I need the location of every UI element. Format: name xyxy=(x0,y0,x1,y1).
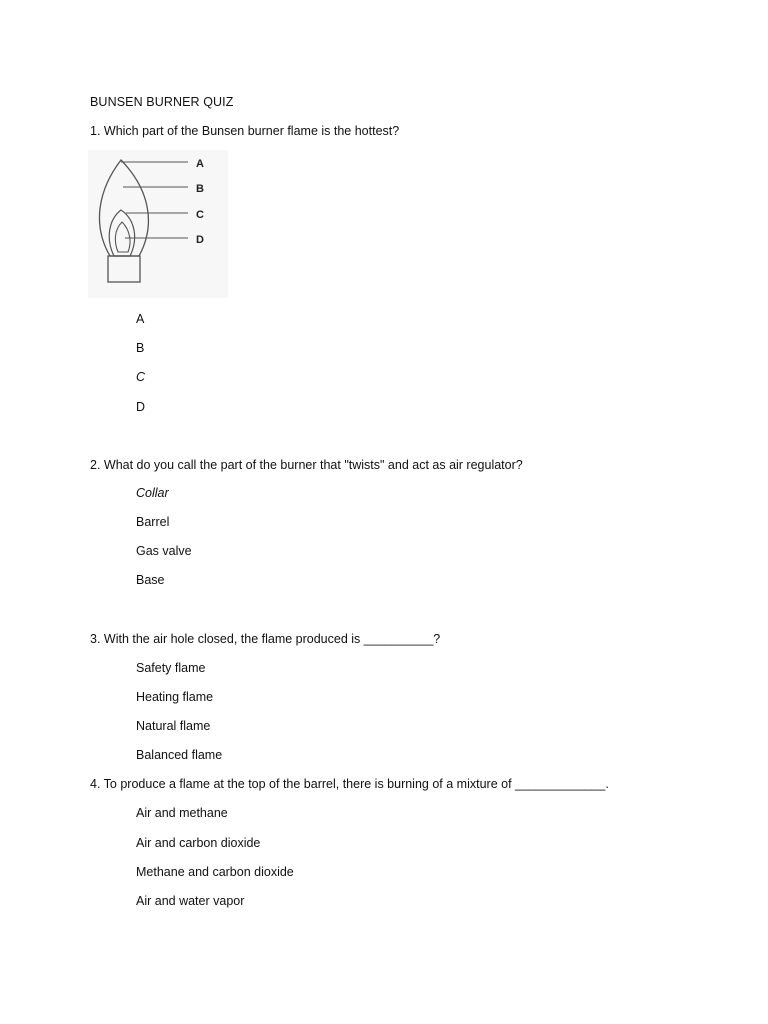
q1-option-a: A xyxy=(136,312,145,326)
q4-option-2: Air and carbon dioxide xyxy=(136,836,261,850)
diagram-label-b: B xyxy=(196,183,204,195)
q2-option-2: Barrel xyxy=(136,515,170,529)
q1-option-c: C xyxy=(136,370,146,384)
question-2: 2. What do you call the part of the burner that "twists" and act as air regulator? xyxy=(90,458,523,472)
question-3: 3. With the air hole closed, the flame produced is __________? xyxy=(90,632,441,646)
q4-option-1: Air and methane xyxy=(136,806,228,820)
q3-option-1: Safety flame xyxy=(136,661,206,675)
q3-option-2: Heating flame xyxy=(136,690,214,704)
q3-option-3: Natural flame xyxy=(136,719,211,733)
q1-option-b: B xyxy=(136,341,145,355)
q1-option-d: D xyxy=(136,400,146,414)
diagram-label-a: A xyxy=(196,158,204,170)
question-4: 4. To produce a flame at the top of the barrel, there is burning of a mixture of _____________. xyxy=(90,777,609,791)
quiz-title: BUNSEN BURNER QUIZ xyxy=(90,95,234,109)
question-1: 1. Which part of the Bunsen burner flame is the hottest? xyxy=(90,124,400,138)
diagram-label-d: D xyxy=(196,234,204,246)
q4-option-3: Methane and carbon dioxide xyxy=(136,865,294,879)
flame-diagram-svg xyxy=(88,150,228,298)
q2-option-3: Gas valve xyxy=(136,544,192,558)
q2-option-4: Base xyxy=(136,573,165,587)
flame-diagram xyxy=(88,150,228,298)
q2-option-1: Collar xyxy=(136,486,169,500)
q3-option-4: Balanced flame xyxy=(136,748,223,762)
q4-option-4: Air and water vapor xyxy=(136,894,245,908)
diagram-label-c: C xyxy=(196,209,204,221)
